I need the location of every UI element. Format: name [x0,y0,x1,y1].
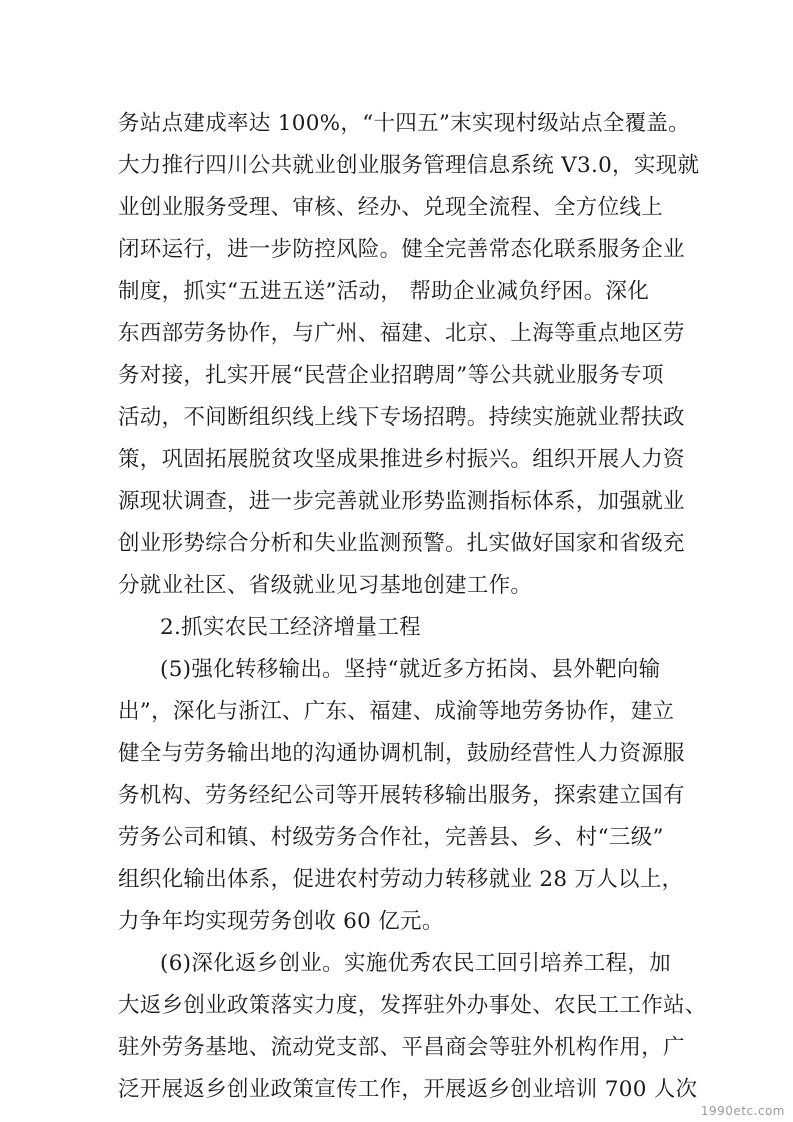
text-line: 大返乡创业政策落实力度，发挥驻外办事处、农民工工作站、 [118,993,707,1018]
paragraph-start: (6)深化返乡创业。实施优秀农民工回引培养工程，加 [160,951,671,976]
text-line: 务站点建成率达 100%，“十四五”末实现村级站点全覆盖。 [118,111,690,136]
text-line: 健全与劳务输出地的沟通协调机制，鼓励经营性人力资源服 [118,741,685,766]
text-line: 驻外劳务基地、流动党支部、平昌商会等驻外机构作用，广 [118,1035,685,1060]
text-line: 力争年均实现劳务创收 60 亿元。 [118,909,444,934]
text-line: 东西部劳务协作，与广州、福建、北京、上海等重点地区劳 [118,321,685,346]
text-line: 业创业服务受理、审核、经办、兑现全流程、全方位线上 [118,195,664,220]
text-line: 务机构、劳务经纪公司等开展转移输出服务，探索建立国有 [118,783,685,808]
paragraph-start: (5)强化转移输出。坚持“就近多方拓岗、县外靶向输 [160,657,661,682]
text-line: 活动，不间断组织线上线下专场招聘。持续实施就业帮扶政 [118,405,685,430]
text-line: 闭环运行，进一步防控风险。健全完善常态化联系服务企业 [118,237,685,262]
text-line: 大力推行四川公共就业创业服务管理信息系统 V3.0，实现就 [118,153,700,178]
text-line: 制度，抓实“五进五送”活动， 帮助企业减负纾困。深化 [118,279,650,304]
text-line: 出”，深化与浙江、广东、福建、成渝等地劳务协作，建立 [118,699,675,724]
text-line: 劳务公司和镇、村级劳务合作社，完善县、乡、村“三级” [118,825,664,850]
text-line: 务对接，扎实开展“民营企业招聘周”等公共就业服务专项 [118,363,664,388]
text-line: 泛开展返乡创业政策宣传工作，开展返乡创业培训 700 人次 [118,1077,698,1102]
section-heading: 2.抓实农民工经济增量工程 [160,615,421,640]
text-line: 源现状调查，进一步完善就业形势监测指标体系，加强就业 [118,489,685,514]
text-line: 组织化输出体系，促进农村劳动力转移就业 28 万人以上， [118,867,684,892]
watermark-text: 1990etc.com [700,1104,785,1118]
text-line: 策，巩固拓展脱贫攻坚成果推进乡村振兴。组织开展人力资 [118,447,685,472]
text-line: 创业形势综合分析和失业监测预警。扎实做好国家和省级充 [118,531,685,556]
text-line: 分就业社区、省级就业见习基地创建工作。 [118,573,533,598]
